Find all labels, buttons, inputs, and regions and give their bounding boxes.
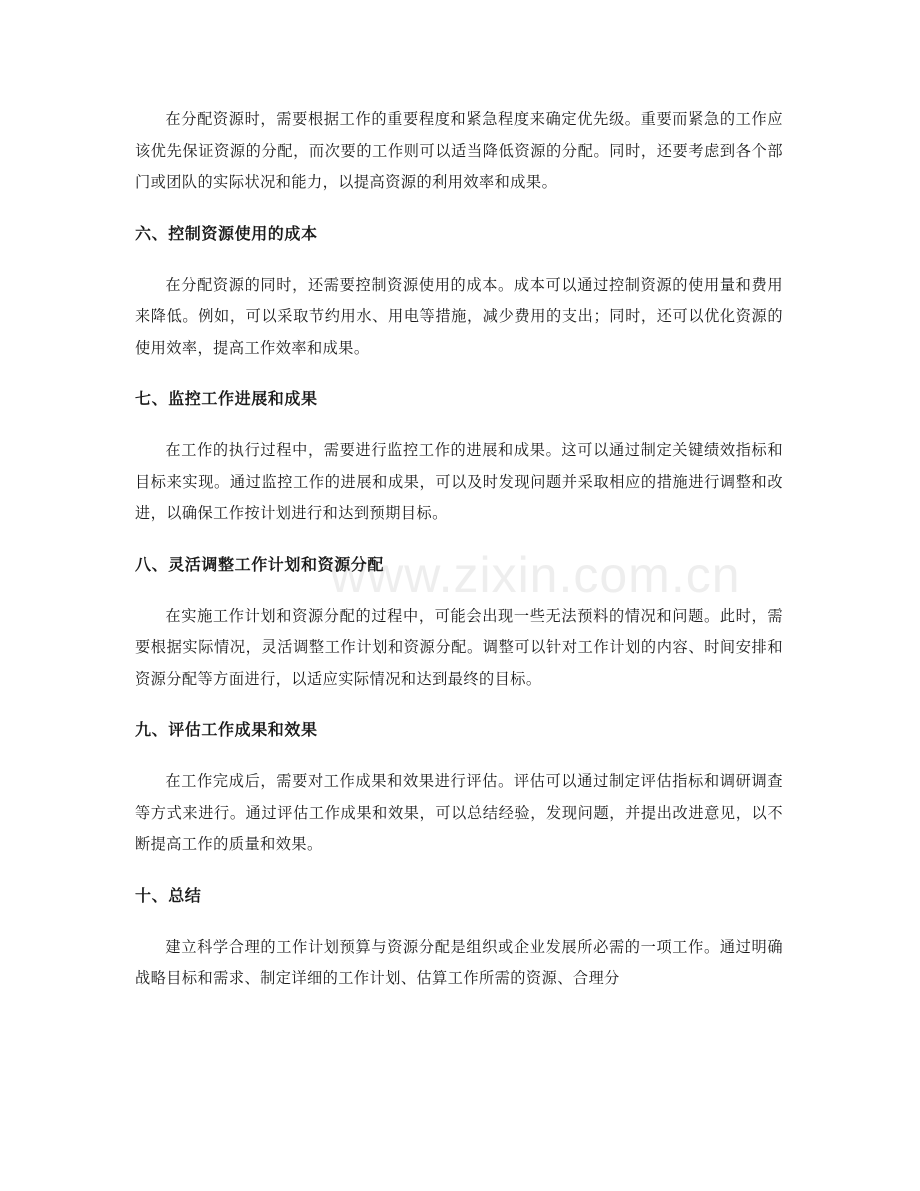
paragraph-monitoring: 在工作的执行过程中，需要进行监控工作的进展和成果。这可以通过制定关键绩效指标和目标来实现。通过监控工作的进展和成果，可以及时发现问题并采取相应的措施进行调整和改进，以确保工作按计划进行和达到预期目标。 (135, 441, 783, 522)
paragraph-evaluation: 在工作完成后，需要对工作成果和效果进行评估。评估可以通过制定评估指标和调研调查等方式来进行。通过评估工作成果和效果，可以总结经验，发现问题，并提出改进意见，以不断提高工作的质量和效果。 (135, 772, 783, 853)
watermark: www.zixin.com.cn (330, 547, 741, 603)
paragraph-summary: 建立科学合理的工作计划预算与资源分配是组织或企业发展所必需的一项工作。通过明确战略目标和需求、制定详细的工作计划、估算工作所需的资源、合理分 (135, 937, 783, 987)
paragraph-flexible-adjustment: 在实施工作计划和资源分配的过程中，可能会出现一些无法预料的情况和问题。此时，需要根据实际情况，灵活调整工作计划和资源分配。调整可以针对工作计划的内容、时间安排和资源分配等方面进行，以适应实际情况和达到最终的目标。 (135, 606, 783, 688)
section-heading-9: 九、评估工作成果和效果 (135, 720, 318, 739)
paragraph-resource-priority: 在分配资源时，需要根据工作的重要程度和紧急程度来确定优先级。重要而紧急的工作应该优先保证资源的分配，而次要的工作则可以适当降低资源的分配。同时，还要考虑到各个部门或团队的实际状况和能力，以提高资源的利用效率和成果。 (135, 110, 783, 191)
section-heading-7: 七、监控工作进展和成果 (135, 389, 318, 408)
section-heading-6: 六、控制资源使用的成本 (135, 223, 318, 243)
section-heading-8: 八、灵活调整工作计划和资源分配 (135, 554, 385, 574)
section-heading-10: 十、总结 (135, 885, 202, 905)
paragraph-cost-control: 在分配资源的同时，还需要控制资源使用的成本。成本可以通过控制资源的使用量和费用来降低。例如，可以采取节约用水、用电等措施，减少费用的支出；同时，还可以优化资源的使用效率，提高工作效率和成果。 (135, 275, 783, 357)
